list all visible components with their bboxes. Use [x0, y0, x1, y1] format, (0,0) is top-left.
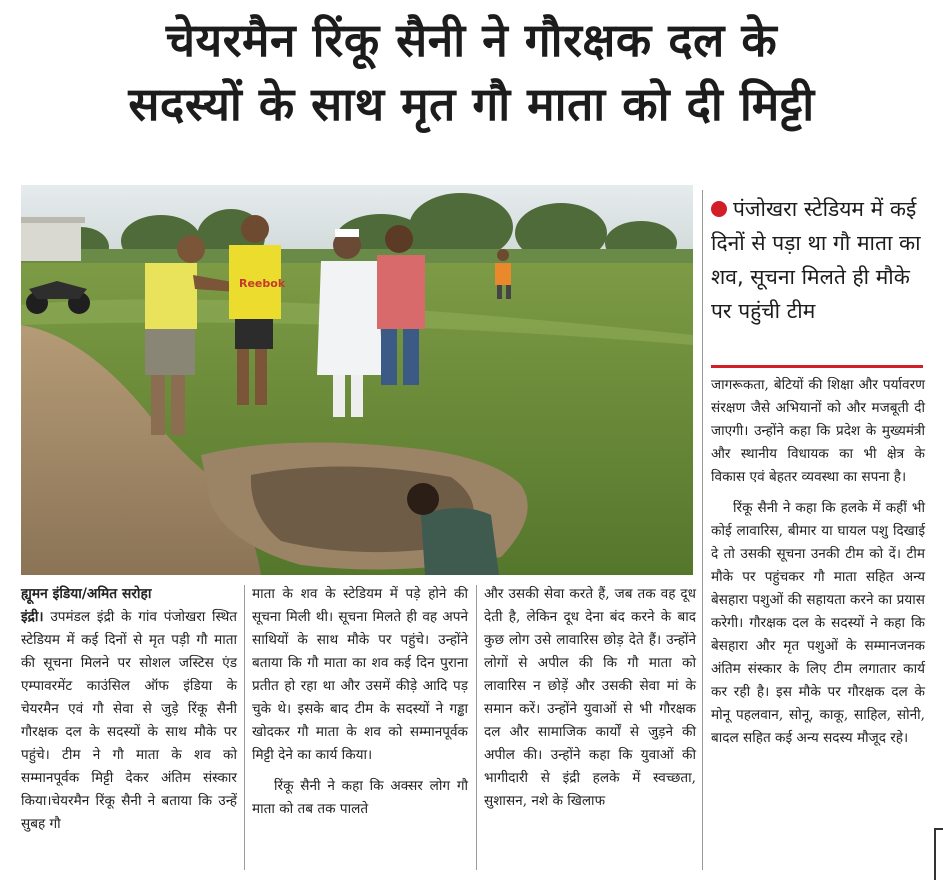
news-photo-illustration [21, 185, 693, 575]
byline: ह्यूमन इंडिया/अमित सरोहा [21, 586, 152, 602]
article-column-4 [711, 374, 925, 750]
article-column-2 [252, 583, 468, 821]
article-paragraph [21, 606, 237, 836]
subheadline-divider [711, 365, 923, 368]
subheadline [711, 192, 923, 328]
building [21, 221, 81, 261]
shirt-logo-text: Reebok [239, 277, 286, 290]
column-divider [244, 585, 245, 870]
article-paragraph: माता के शव के स्टेडियम में पड़े होने की सूचना मिली थी। सूचना मिलते ही वह अपने साथियों के साथ मौके पर पहुंचे। उन्होंने बताया कि गौ माता का शव कई दिन पुराना प्रतीत हो रहा था और उसमें कीड़े आदि पड़ चुके थे। इसके बाद टीम के सदस्यों ने गड्ढा खोदकर गौ माता के शव को सम्मानपूर्वक मिट्टी देने का कार्य किया। [252, 586, 468, 763]
red-bullet-icon [711, 201, 727, 217]
column-divider [702, 190, 703, 870]
article-column-1 [21, 583, 237, 836]
column-divider [476, 585, 477, 870]
subheadline-text: पंजोखरा स्टेडियम में कई दिनों से पड़ा था गौ माता का शव, सूचना मिलते ही मौके पर पहुंची टीम [711, 197, 921, 323]
article-paragraph: रिंकू सैनी ने कहा कि अक्सर लोग गौ माता को तब तक पालते [252, 778, 468, 817]
news-photo [21, 185, 693, 575]
dateline: इंद्री। [21, 609, 44, 625]
subheadline-box [711, 192, 923, 328]
article-paragraph: जागरूकता, बेटियों की शिक्षा और पर्यावरण संरक्षण जैसे अभियानों को और मजबूती दी जाएगी। उन्होंने कहा कि प्रदेश के मुख्यमंत्री और स्थानीय विधायक का भी क्षेत्र के विकास एवं बेहतर व्यवस्था का सपना है। [711, 377, 925, 485]
article-text: उपमंडल इंद्री के गांव पंजोखरा स्थित स्टेडियम में कई दिनों से मृत पड़ी गौ माता की सूचना मिलने पर सोशल जस्टिस एंड एम्पावरमेंट काउंसिल ऑफ इंडिया के चेयरमैन एवं गौ सेवा से जुड़े रिंकू सैनी गौरक्षक दल के सदस्यों के साथ मौके पर पहुंचे। टीम ने गौ माता के शव को सम्मानपूर्वक मिट्टी देकर अंतिम संस्कार किया।चेयरमैन रिंकू सैनी ने बताया कि उन्हें सुबह गौ [21, 609, 237, 832]
article-column-3 [484, 583, 696, 813]
headline-line-2: सदस्यों के साथ मृत गौ माता को दी मिट्टी [128, 77, 815, 131]
headline [6, 8, 937, 136]
headline-line-1: चेयरमैन रिंकू सैनी ने गौरक्षक दल के [165, 13, 778, 67]
page-corner-mark [934, 828, 943, 880]
article-paragraph: रिंकू सैनी ने कहा कि हलके में कहीं भी कोई लावारिस, बीमार या घायल पशु दिखाई दे तो उसकी सूचना उनकी टीम को दें। टीम मौके पर पहुंचकर गौ माता सहित अन्य बेसहारा पशुओं की सहायता करने का प्रयास करेगी। गौरक्षक दल के सदस्यों ने कहा कि बेसहारा और मृत पशुओं के सम्मानजनक अंतिम संस्कार के लिए टीम लगातार कार्य कर रही है। इस मौके पर गौरक्षक दल के मोनू पहलवान, सोनू, काकू, साहिल, सोनी, बादल सहित कई अन्य सदस्य मौजूद रहे। [711, 500, 925, 746]
article-paragraph: और उसकी सेवा करते हैं, जब तक वह दूध देती है, लेकिन दूध देना बंद करने के बाद कुछ लोग उसे लावारिस छोड़ देते हैं। उन्होंने लोगों से अपील की कि गौ माता को लावारिस न छोड़ें और उसकी सेवा मां के समान करें। उन्होंने युवाओं से भी गौरक्षक दल और सामाजिक कार्यों से जुड़ने की अपील की। उन्होंने कहा कि युवाओं की भागीदारी से इंद्री हलके में स्वच्छता, सुशासन, नशे के खिलाफ [484, 586, 696, 809]
